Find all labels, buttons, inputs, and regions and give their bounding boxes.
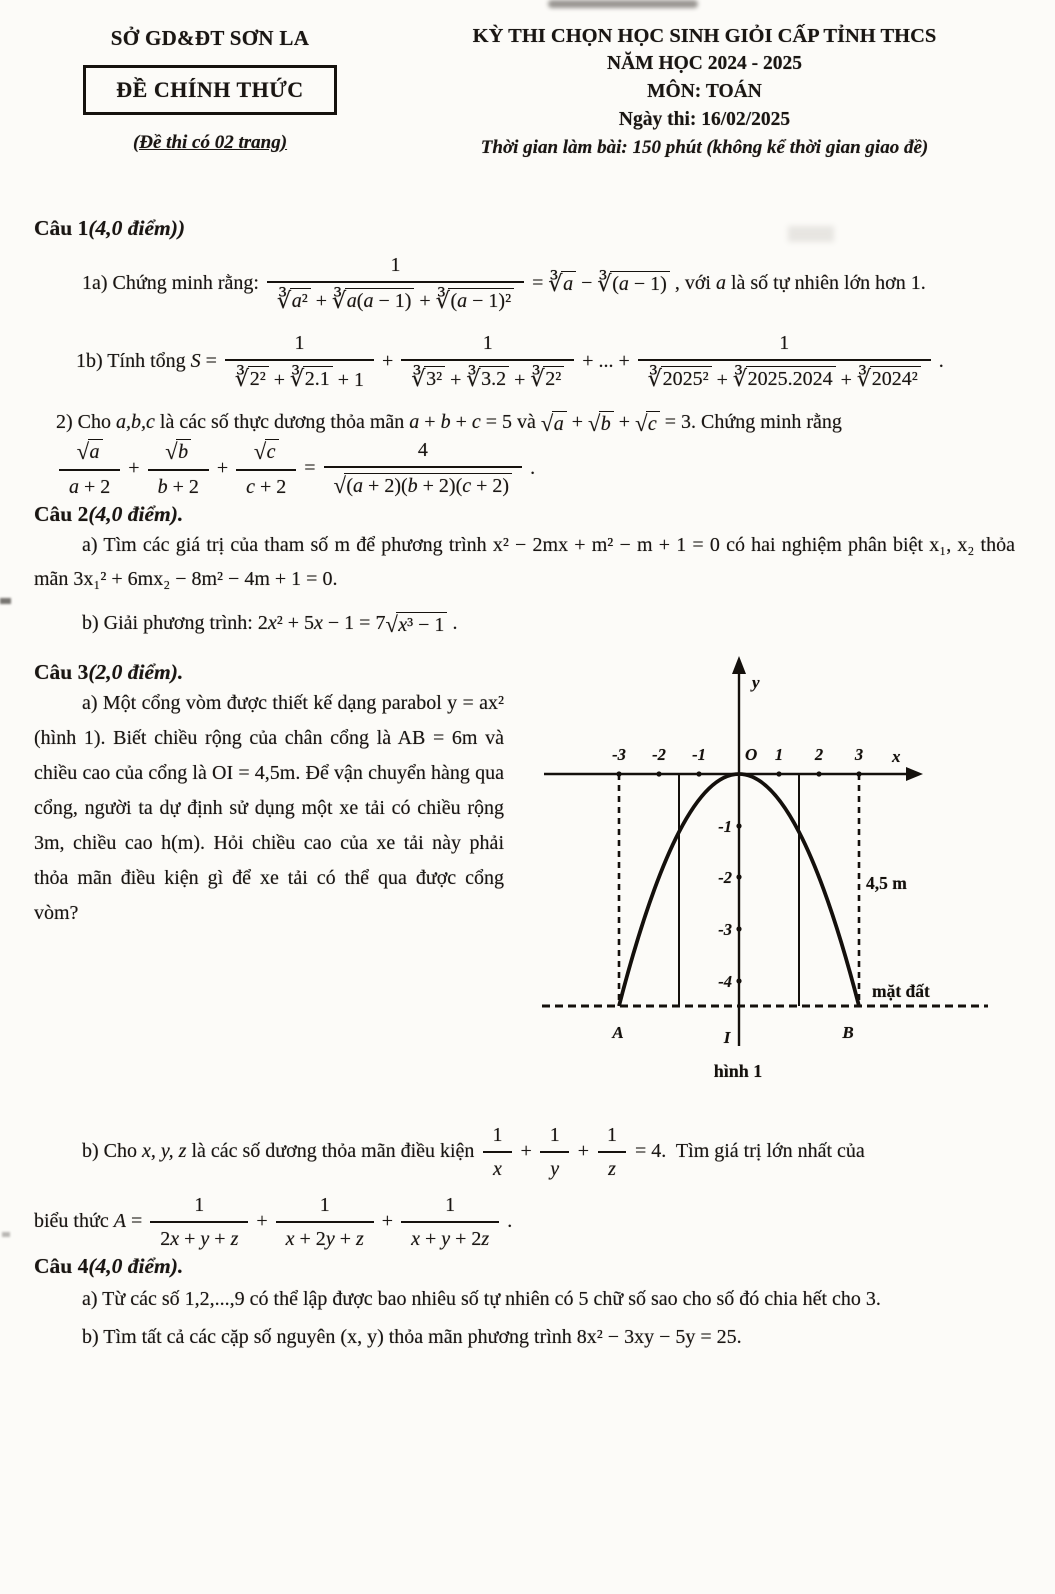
y-axis-arrow	[732, 656, 746, 674]
cau1-points: (4,0 điểm))	[88, 216, 186, 240]
ground-label: mặt đất	[872, 980, 930, 1001]
school-year: NĂM HỌC 2024 - 2025	[607, 53, 802, 74]
y-tick-label: -3	[718, 919, 732, 939]
cau3-body	[34, 672, 1015, 1096]
x-tick-label: 1	[774, 744, 784, 764]
formula-1a: 1a) Chứng minh rằng: 1 ∛ a² + ∛ a(a − 1) + ∛ (a − 1)² = ∛ a − ∛ (a − 1) , với a là số tự nhiên lớn hơn 1.	[82, 254, 926, 313]
scan-smudge	[548, 0, 698, 8]
tick-dot	[816, 771, 821, 776]
tick-dot	[736, 823, 741, 828]
formula-1b: 1b) Tính tổng S = 1 ∛ 2² + ∛ 2.1 + 1 + 1 ∛ 3² + ∛ 3.2 + ∛ 2² + ... + 1 ∛ 2025² + ∛ 2025.2024 + ∛ 2024² .	[76, 332, 944, 392]
tick-dot	[736, 874, 741, 879]
tick-dot	[656, 771, 661, 776]
cau3-points: (2,0 điểm).	[88, 659, 184, 684]
cau1-heading	[34, 214, 1015, 242]
tick-dot	[736, 978, 741, 983]
department-name: SỞ GD&ĐT SƠN LA	[110, 26, 310, 50]
header-right	[386, 22, 1015, 162]
cau3-part-b-line2: biểu thức A = 1 2 x + y + z + 1 x + 2 y + z + 1 x + y + 2 z .	[34, 1193, 513, 1250]
cau3-title: Câu 3	[34, 659, 89, 684]
x-axis-arrow	[906, 767, 923, 781]
cau1-part2-intro: 2) Cho a,b,c là các số thực dương thỏa mãn a + b + c = 5 và √ a + √ b + √ c = 3. Chứng minh rằng	[56, 410, 842, 436]
x-tick-label: 2	[814, 744, 824, 764]
figure-hinh-1	[526, 646, 1006, 1091]
section-cau3	[34, 658, 1015, 1252]
x-tick-label: -3	[612, 744, 626, 764]
height-label: 4,5 m	[866, 872, 907, 893]
cau4-heading	[34, 1252, 1015, 1280]
exam-date: Ngày thi: 16/02/2025	[618, 109, 791, 130]
section-cau4	[34, 1252, 1015, 1356]
pages-note: (Đề thi có 02 trang)	[132, 132, 288, 153]
document-header	[34, 22, 1015, 162]
point-i-label: I	[723, 1027, 731, 1047]
exam-duration: Thời gian làm bài: 150 phút (không kể thời gian giao đề)	[480, 137, 929, 158]
header-left	[34, 22, 386, 154]
cau2-part-b: b) Giải phương trình: 2 x ² + 5 x − 1 = 7 √ x³ − 1 .	[82, 611, 458, 637]
point-a-label: A	[612, 1022, 624, 1042]
tick-dot	[776, 771, 781, 776]
cau1-title: Câu 1	[34, 216, 89, 240]
figure-caption: hình 1	[713, 1060, 763, 1081]
tick-dot	[696, 771, 701, 776]
scan-speck	[2, 1232, 10, 1237]
cau1-part2-equation: √ a a + 2 + √ b b + 2 + √ c c + 2 = 4 √ (a + 2)(b + 2)(c + 2) .	[34, 437, 1015, 499]
cau4-part-a: a) Từ các số 1,2,...,9 có thể lập được bao nhiêu số tự nhiên có 5 chữ số sao cho số đó chia hết cho 3.	[82, 1287, 881, 1310]
cau3-part-a: a) Một cổng vòm được thiết kế dạng parabol y = ax² (hình 1). Biết chiều rộng của chân cổng là AB = 6m và chiều cao của cổng là OI = 4,5m. Để vận chuyển hàng qua cổng, người ta dự định sử dụng một xe tải có chiều rộng 3m, chiều cao h(m). Hỏi chiều cao của xe tải này phải thỏa mãn điều kiện gì để xe tải có thể qua được cổng vòm?	[34, 691, 504, 924]
exam-name: KỲ THI CHỌN HỌC SINH GIỎI CẤP TỈNH THCS	[472, 25, 937, 47]
origin-label: O	[745, 744, 758, 764]
y-tick-label: -2	[718, 867, 732, 887]
tick-dot	[856, 771, 861, 776]
cau4-part-b: b) Tìm tất cả các cặp số nguyên (x, y) thỏa mãn phương trình 8x² − 3xy − 5y = 25.	[82, 1325, 742, 1348]
official-exam-box: ĐỀ CHÍNH THỨC	[83, 65, 336, 115]
point-b-label: B	[842, 1022, 854, 1042]
cau3-part-b-line1: b) Cho x, y, z là các số dương thỏa mãn điều kiện $\frac{1}{x}$ + $\frac{1}{y}$ + $\frac{1}{z}$ = 4. Tìm giá trị lớn nhất của	[82, 1123, 865, 1180]
section-cau1	[34, 214, 1015, 500]
x-tick-label: 3	[854, 744, 864, 764]
cau2-points: (4,0 điểm).	[88, 501, 184, 526]
y-tick-label: -1	[718, 816, 732, 836]
cau4-title: Câu 4	[34, 1253, 89, 1278]
x-tick-label: -2	[652, 744, 666, 764]
x-axis-label: x	[892, 746, 901, 766]
cau2-heading	[34, 500, 1015, 528]
section-cau2	[34, 500, 1015, 636]
scan-speck	[0, 598, 11, 604]
y-tick-label: -4	[718, 971, 732, 991]
scan-blotch	[788, 226, 834, 242]
tick-dot	[736, 926, 741, 931]
tick-dot	[616, 771, 621, 776]
cau2-part-a: a) Tìm các giá trị của tham số m để phương trình x² − 2mx + m² − m + 1 = 0 có hai nghiệm phân biệt x₁, x₂ thỏa mãn 3x₁² + 6mx₂ − 8m² − 4m + 1 = 0.	[34, 533, 1015, 590]
cau4-points: (4,0 điểm).	[88, 1253, 184, 1278]
y-axis-label: y	[752, 672, 760, 692]
cau2-title: Câu 2	[34, 501, 89, 526]
parabola-diagram	[526, 646, 1006, 1086]
x-tick-label: -1	[692, 744, 706, 764]
subject: MÔN: TOÁN	[647, 81, 762, 102]
